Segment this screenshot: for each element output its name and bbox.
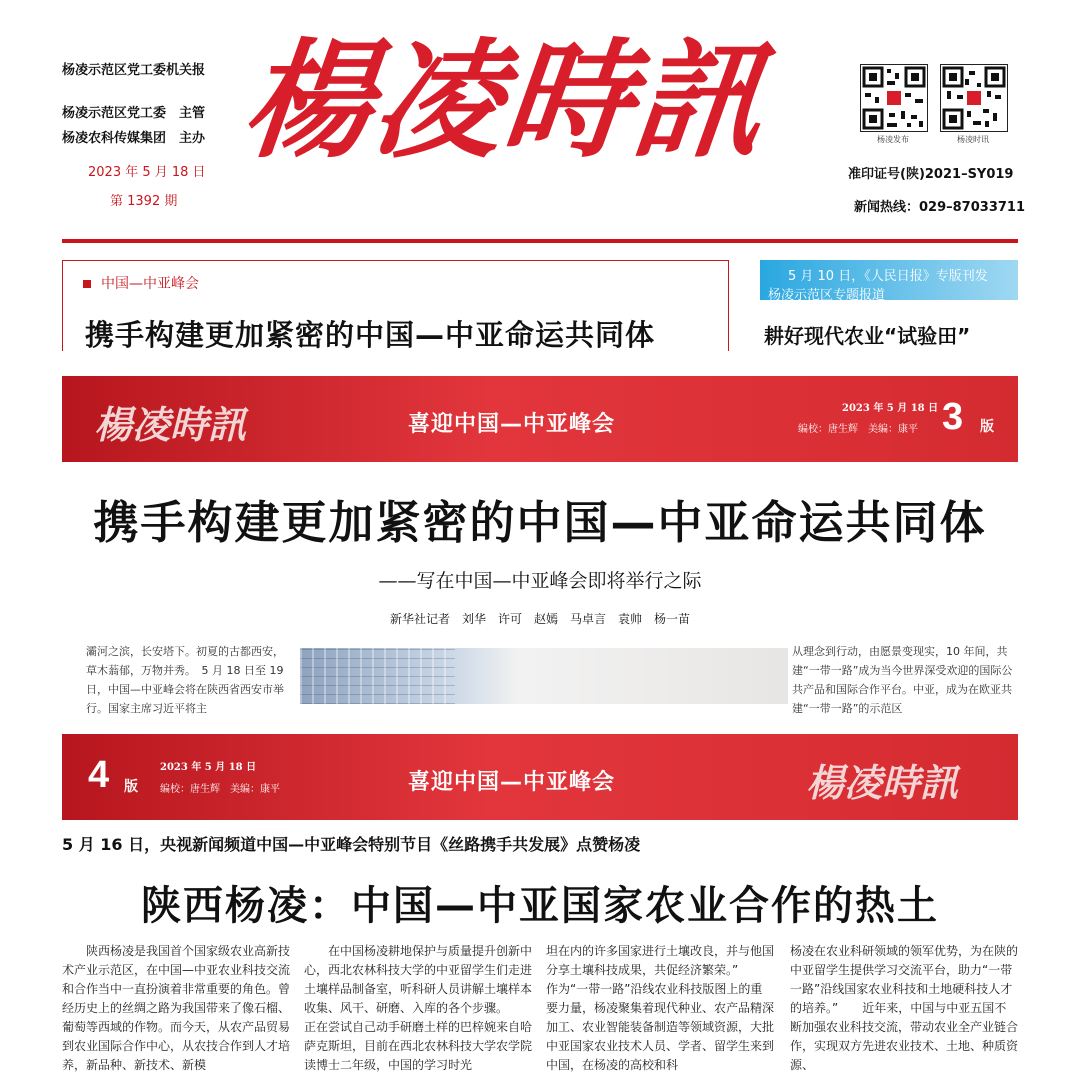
side-story-headline: 耕好现代农业“试验田”: [764, 324, 971, 348]
qr-code-icon: [860, 64, 928, 132]
page4-headline: 陕西杨凌：中国—中亚国家农业合作的热土: [141, 883, 939, 929]
page4-teaser: 5 月 16 日，央视新闻频道中国—中亚峰会特别节目《丝路携手共发展》点赞杨凌: [62, 835, 641, 854]
page3-banner: [62, 376, 1018, 462]
page3-suffix: 版: [980, 419, 994, 435]
page4-number: 4: [88, 754, 110, 796]
license-info: [848, 168, 1025, 214]
side-story-box[interactable]: [760, 260, 1018, 350]
side-story-line1: 5 月 10 日，《人民日报》专版刊发: [788, 269, 988, 284]
side-story-line2: 杨凌示范区专题报道: [768, 288, 886, 303]
qr2-caption: 杨凌时讯: [957, 135, 989, 144]
page3-byline: 新华社记者 刘华 许可 赵嫣 马卓言 袁帅 杨一苗: [389, 612, 690, 626]
page3-subtitle: ——写在中国—中亚峰会即将举行之际: [378, 570, 702, 592]
page3-logo: 楊凌時訊: [94, 402, 247, 447]
masthead-info: [62, 64, 206, 208]
page4-suffix: 版: [124, 779, 138, 795]
page4-column-2: 在中国杨凌耕地保护与质量提升创新中心，西北农林科技大学的中亚留学生们走进土壤样品制备室，听科研人员讲解土壤样本收集、风干、研磨、入库的各个步骤。 正在尝试自己动手研磨土样的巴梓婉来自哈萨克斯坦，目前在西北农林科技大学农学院读博士二年级，中国的学习时光: [304, 944, 533, 1072]
page4-section: 喜迎中国—中亚峰会: [408, 770, 616, 795]
page3-editors: 编校：唐生辉 美编：康平: [798, 424, 918, 435]
lead-story-headline: 携手构建更加紧密的中国—中亚命运共同体: [85, 318, 656, 352]
page3-section: 喜迎中国—中亚峰会: [408, 412, 616, 437]
page4-banner: [62, 734, 1018, 820]
lead-story-tag: 中国—中亚峰会: [83, 273, 199, 293]
article-photo: [300, 648, 788, 704]
page4-column-3: 坦在内的许多国家进行土壤改良，并与他国分享土壤科技成果，共促经济繁荣。” 作为“一带一路”沿线农业科技版图上的重要力量，杨凌聚集着现代种业、农产品精深加工、农业智能装备制造等领域资源，大批中亚国家农业技术人员、学者、留学生来到中国，在杨凌的高校和科: [546, 944, 775, 1072]
issue-number: 第 1392 期: [110, 194, 178, 209]
page4-column-1: 陕西杨凌是我国首个国家级农业高新技术产业示范区，在中国—中亚农业科技交流和合作当中一直扮演着非常重要的角色。曾经历史上的丝绸之路为我国带来了像石榴、葡萄等西域的作物。而今天，从农产品贸易到农业国际合作中心，从农技合作到人才培养，新品种、新技术、新模: [62, 944, 291, 1072]
sponsor-label: 杨凌农科传媒集团 主办: [62, 131, 206, 146]
supervisor-label: 杨凌示范区党工委 主管: [62, 106, 206, 121]
license-number: 准印证号(陕)2021–SY019: [848, 167, 1014, 182]
page4-date: 2023 年 5 月 18 日: [160, 762, 257, 773]
page4-column-4: 杨凌在农业科研领域的领军优势，为在陕的中亚留学生提供学习交流平台，助力“一带一路”沿线国家农业科技和土地硬科技人才的培养。” 近年来，中国与中亚五国不断加强农业科技交流，带动农业全产业链合作，实现双方先进农业技术、土地、种质资源、: [790, 944, 1019, 1072]
news-hotline: 新闻热线：029–87033711: [854, 200, 1025, 215]
issue-date: 2023 年 5 月 18 日: [88, 165, 206, 180]
qr-code-icon: [940, 64, 1008, 132]
page3-column-left: 灞河之滨，长安塔下。初夏的古都西安，草木蓊郁，万物并秀。 5 月 18 日至 19 日，中国—中亚峰会将在陕西省西安市举行。国家主席习近平将主: [86, 645, 284, 715]
masthead-divider: [62, 239, 1018, 243]
page4-logo: 楊凌時訊: [806, 760, 959, 805]
page3-column-right: 从理念到行动，由愿景变现实，10 年间，共建“一带一路”成为当今世界深受欢迎的国际公共产品和国际合作平台。中亚，成为在欧亚共建“一带一路”的示范区: [792, 645, 1013, 715]
page3-date: 2023 年 5 月 18 日: [842, 403, 939, 414]
page3-headline: 携手构建更加紧密的中国—中亚命运共同体: [93, 496, 987, 549]
newspaper-logo: 楊凌時訊: [236, 26, 772, 176]
lead-story-box[interactable]: [62, 260, 729, 351]
qr1-caption: 杨凌发布: [877, 135, 909, 144]
square-bullet-icon: [83, 280, 91, 288]
page3-number: 3: [942, 396, 964, 438]
organ-label: 杨凌示范区党工委机关报: [62, 63, 206, 78]
page4-editors: 编校：唐生辉 美编：康平: [160, 784, 280, 795]
